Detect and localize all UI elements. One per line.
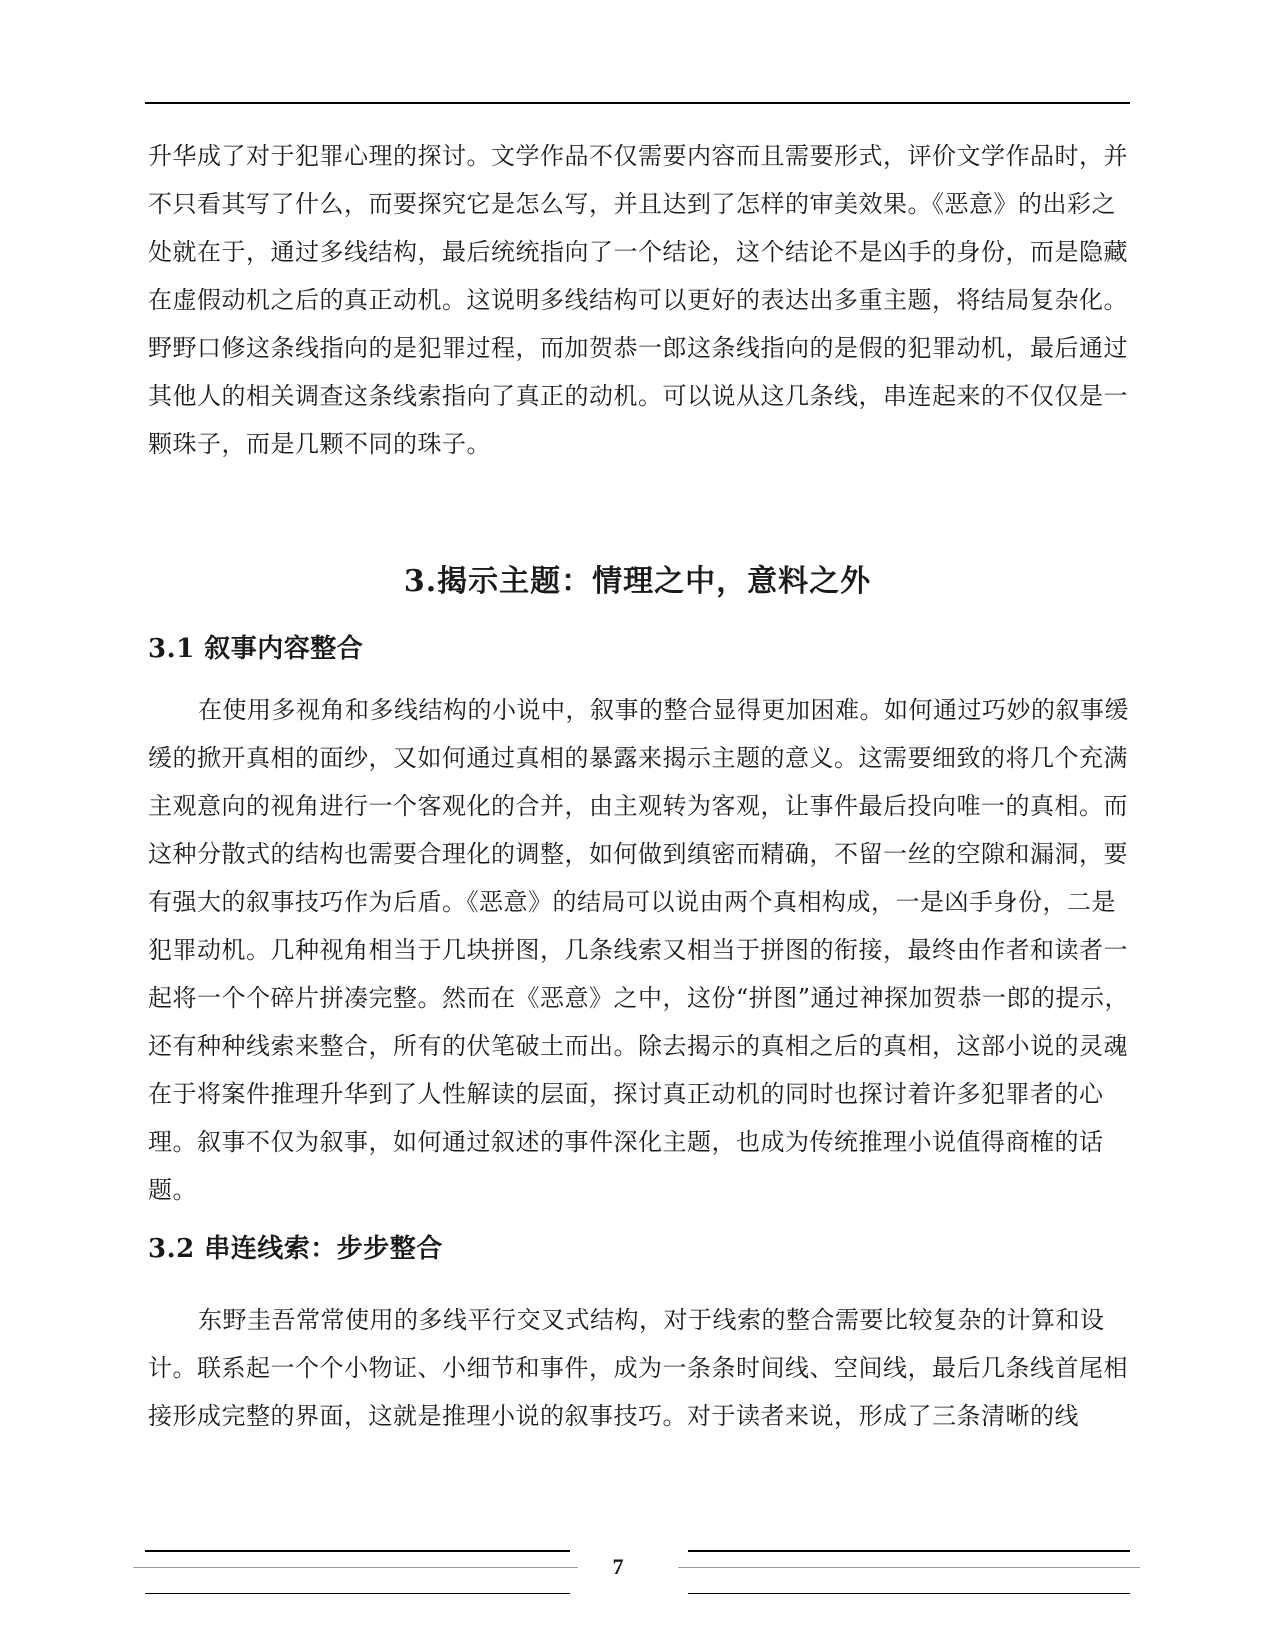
footer-rule-right-blue — [678, 1567, 1140, 1568]
subsection-title: 3.2 串连线索：步步整合 — [148, 1234, 443, 1264]
body-paragraph: 升华成了对于犯罪心理的探讨。文学作品不仅需要内容而且需要形式，评价文学作品时，并不只看其写了什么，而要探究它是怎么写，并且达到了怎样的审美效果。《恶意》的出彩之处就在于，通过多线结构，最后统统指向了一个结论，这个结论不是凶手的身份，而是隐藏在虚假动机之后的真正动机。这说明多线结构可以更好的表达出多重主题，将结局复杂化。野野口修这条线指向的是犯罪过程，而加贺恭一郎这条线指向的是假的犯罪动机，最后通过其他人的相关调查这条线索指向了真正的动机。可以说从这几条线，串连起来的不仅仅是一颗珠子，而是几颗不同的珠子。 — [148, 142, 1128, 458]
subsection-title: 3.1 叙事内容整合 — [148, 634, 364, 664]
footer-rule-left-blue — [133, 1567, 578, 1568]
body-paragraph: 东野圭吾常常使用的多线平行交叉式结构，对于线索的整合需要比较复杂的计算和设计。联系起一个个小物证、小细节和事件，成为一条条时间线、空间线，最后几条线首尾相接形成完整的界面，这就是推理小说的叙事技巧。对于读者来说，形成了三条清晰的线 — [148, 1306, 1128, 1430]
page-footer — [0, 1550, 1275, 1610]
footer-rule-right-top — [688, 1550, 1130, 1552]
footer-rule-left-bottom — [145, 1593, 570, 1594]
body-paragraph: 在使用多视角和多线结构的小说中，叙事的整合显得更加困难。如何通过巧妙的叙事缓缓的掀开真相的面纱，又如何通过真相的暴露来揭示主题的意义。这需要细致的将几个充满主观意向的视角进行一个客观化的合并，由主观转为客观，让事件最后投向唯一的真相。而这种分散式的结构也需要合理化的调整，如何做到缜密而精确，不留一丝的空隙和漏洞，要有强大的叙事技巧作为后盾。《恶意》的结局可以说由两个真相构成，一是凶手身份，二是犯罪动机。几种视角相当于几块拼图，几条线索又相当于拼图的衔接，最终由作者和读者一起将一个个碎片拼凑完整。然而在《恶意》之中，这份“拼图”通过神探加贺恭一郎的提示，还有种种线索来整合，所有的伏笔破土而出。除去揭示的真相之后的真相，这部小说的灵魂在于将案件推理升华到了人性解读的层面，探讨真正动机的同时也探讨着许多犯罪者的心理。叙事不仅为叙事，如何通过叙述的事件深化主题，也成为传统推理小说值得商榷的话题。 — [148, 696, 1130, 1204]
header-rule — [145, 102, 1130, 104]
footer-rule-right-bottom — [688, 1593, 1130, 1594]
page-number: 7 — [612, 1554, 624, 1579]
section-title: 3.揭示主题：情理之中，意料之外 — [403, 564, 872, 599]
footer-rule-left-top — [145, 1550, 570, 1552]
